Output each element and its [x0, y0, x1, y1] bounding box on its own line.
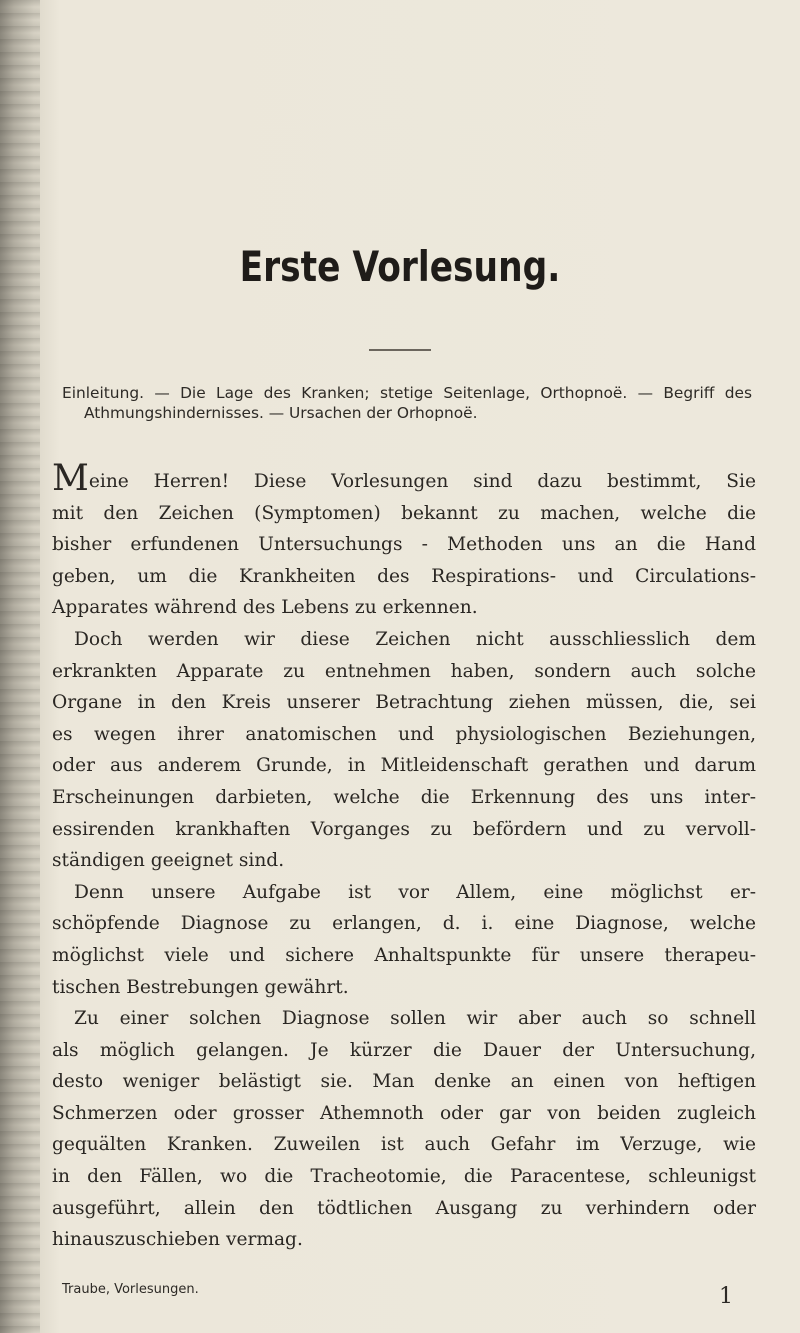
body-text — [52, 458, 756, 1256]
text-line: Apparates während des Lebens zu erkennen. — [52, 597, 478, 619]
text-line: schöpfende Diagnose zu erlangen, d. i. eine Diagnose, welche — [52, 913, 756, 935]
text-line: geben, um die Krankheiten des Respirations- und Circulations- — [52, 565, 756, 587]
text-line: essirenden krankhaften Vorganges zu befördern und zu vervoll- — [52, 818, 756, 840]
text-line: Meine Herren! Diese Vorlesungen sind dazu bestimmt, Sie — [52, 458, 756, 499]
summary-line-1: Einleitung. — Die Lage des Kranken; stetige Seitenlage, Orthopnoë. — Begriff des — [62, 384, 752, 402]
text-line: hinauszuschieben vermag. — [52, 1229, 303, 1251]
text-line: ständigen geeignet sind. — [52, 850, 285, 872]
text-line: Organe in den Kreis unserer Betrachtung ziehen müssen, die, sei — [52, 692, 756, 714]
chapter-summary — [62, 383, 752, 423]
text-line: mit den Zeichen (Symptomen) bekannt zu machen, welche die — [52, 502, 756, 524]
text-line: oder aus anderem Grunde, in Mitleidenschaft gerathen und darum — [52, 755, 756, 777]
summary-line-2: Athmungshindernisses. — Ursachen der Orhopnoë. — [84, 404, 478, 422]
chapter-title: Erste Vorlesung. — [239, 242, 561, 291]
text-line: Erscheinungen darbieten, welche die Erkennung des uns inter- — [52, 786, 756, 808]
text-line: Doch werden wir diese Zeichen nicht ausschliesslich dem — [74, 628, 756, 650]
text-line: Zu einer solchen Diagnose sollen wir aber auch so schnell — [74, 1008, 756, 1030]
title-divider — [369, 349, 431, 351]
text-line: möglichst viele und sichere Anhaltspunkte für unsere therapeu- — [52, 944, 756, 966]
drop-cap: M — [52, 458, 89, 499]
sheet-number: 1 — [719, 1284, 733, 1309]
text-line: bisher erfundenen Untersuchungs - Methoden uns an die Hand — [52, 534, 756, 556]
text-line: erkrankten Apparate zu entnehmen haben, sondern auch solche — [52, 660, 756, 682]
text-line: ausgeführt, allein den tödtlichen Ausgang zu verhindern oder — [52, 1197, 756, 1219]
text-line: tischen Bestrebungen gewährt. — [52, 976, 349, 998]
text-line: es wegen ihrer anatomischen und physiologischen Beziehungen, — [52, 723, 756, 745]
page-binding-edge — [0, 0, 40, 1333]
text-line: gequälten Kranken. Zuweilen ist auch Gefahr im Verzuge, wie — [52, 1134, 756, 1156]
text-line: Schmerzen oder grosser Athemnoth oder gar von beiden zugleich — [52, 1102, 756, 1124]
text-line: Denn unsere Aufgabe ist vor Allem, eine möglichst er- — [74, 881, 756, 903]
text-line: in den Fällen, wo die Tracheotomie, die Paracentese, schleunigst — [52, 1166, 756, 1188]
text-line: als möglich gelangen. Je kürzer die Dauer der Untersuchung, — [52, 1039, 756, 1061]
text-line: desto weniger belästigt sie. Man denke an einen von heftigen — [52, 1071, 756, 1093]
signature-mark: Traube, Vorlesungen. — [62, 1282, 199, 1297]
